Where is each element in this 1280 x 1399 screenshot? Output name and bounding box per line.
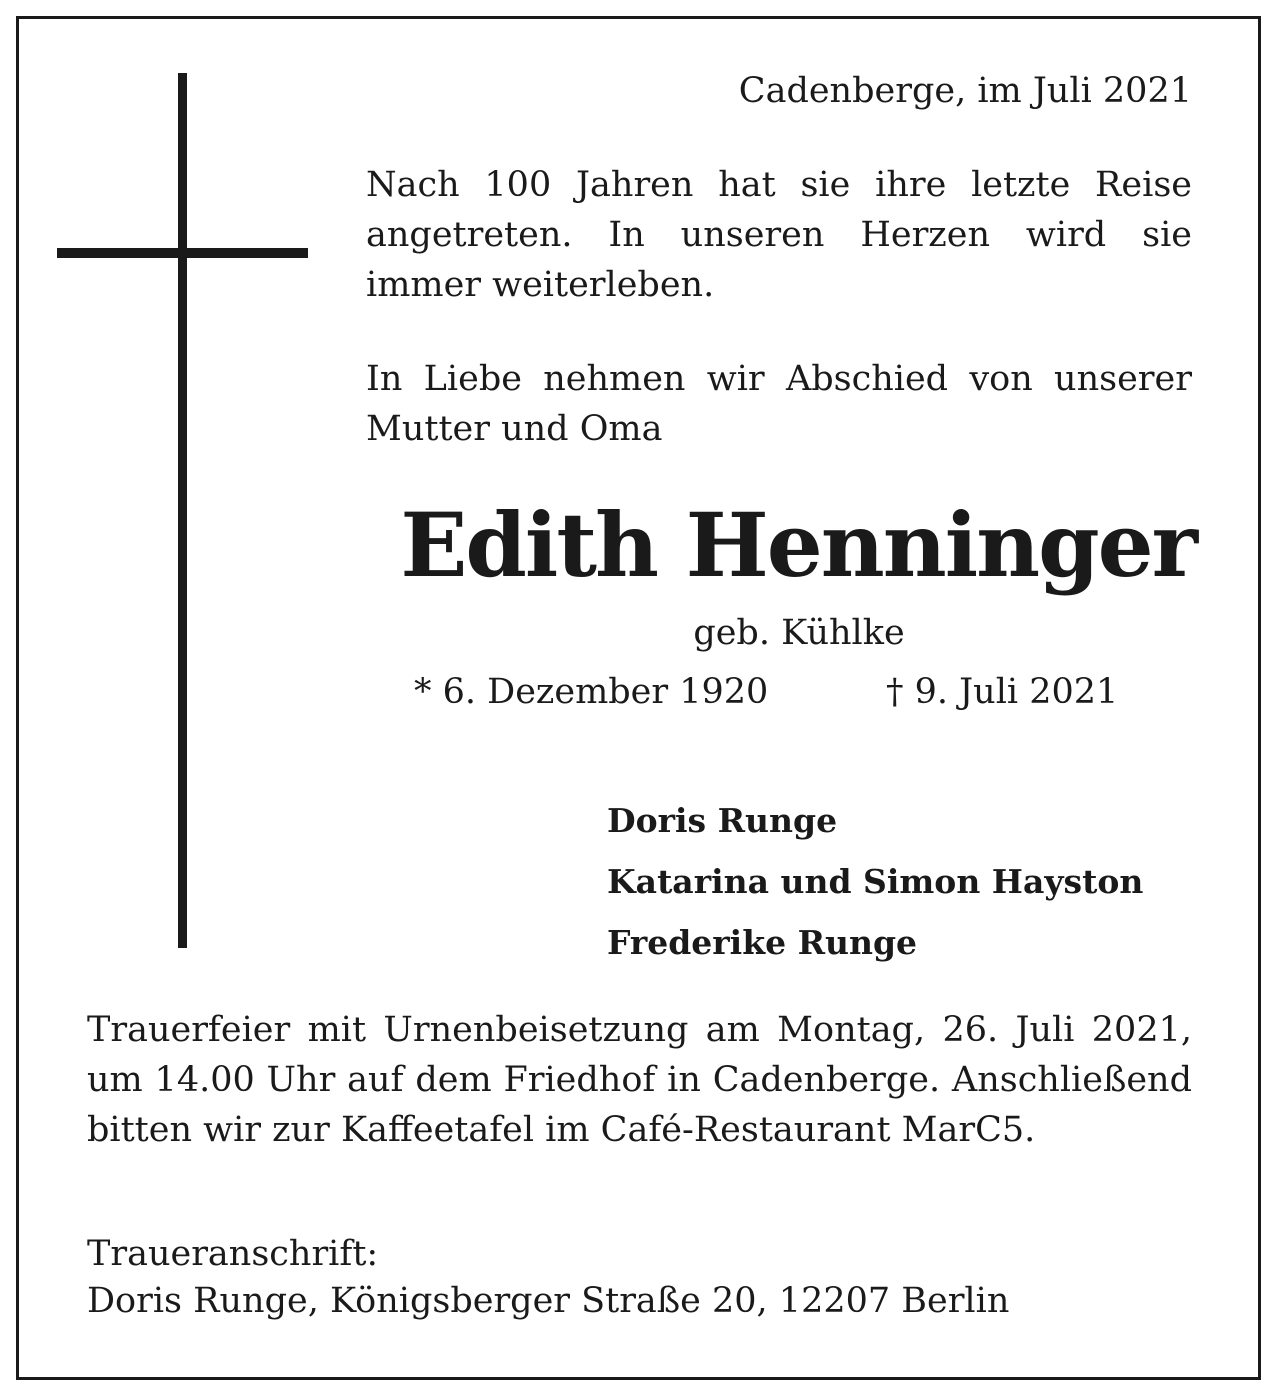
mourners-list — [607, 790, 1207, 973]
intro-paragraph-1: Nach 100 Jahren hat sie ihre letzte Reise angetreten. In unseren Herzen wird sie immer weiterleben. — [366, 165, 1192, 305]
intro-paragraph-2: In Liebe nehmen wir Abschied von unserer Mutter und Oma — [366, 359, 1192, 449]
death-date: † 9. Juli 2021 — [886, 672, 1119, 712]
mourning-address: Doris Runge, Königsberger Straße 20, 12207 Berlin — [87, 1281, 1010, 1321]
mourner-name: Doris Runge — [607, 801, 838, 840]
mourner-name: Katarina und Simon Hayston — [607, 862, 1144, 901]
mourner-name: Frederike Runge — [607, 923, 918, 962]
address-label: Traueranschrift: — [87, 1234, 379, 1274]
cross-vertical-bar — [178, 73, 187, 948]
maiden-name: geb. Kühlke — [693, 613, 905, 653]
place-date: Cadenberge, im Juli 2021 — [738, 71, 1192, 111]
deceased-name: Edith Henninger — [400, 493, 1196, 597]
birth-date: * 6. Dezember 1920 — [414, 672, 769, 712]
funeral-service-info: Trauerfeier mit Urnenbeisetzung am Montag, 26. Juli 2021, um 14.00 Uhr auf dem Friedhof in Cadenberge. Anschließend bitten wir zur Kaffeetafel im Café-Restaurant MarC5. — [87, 1010, 1192, 1150]
cross-horizontal-bar — [57, 248, 308, 258]
